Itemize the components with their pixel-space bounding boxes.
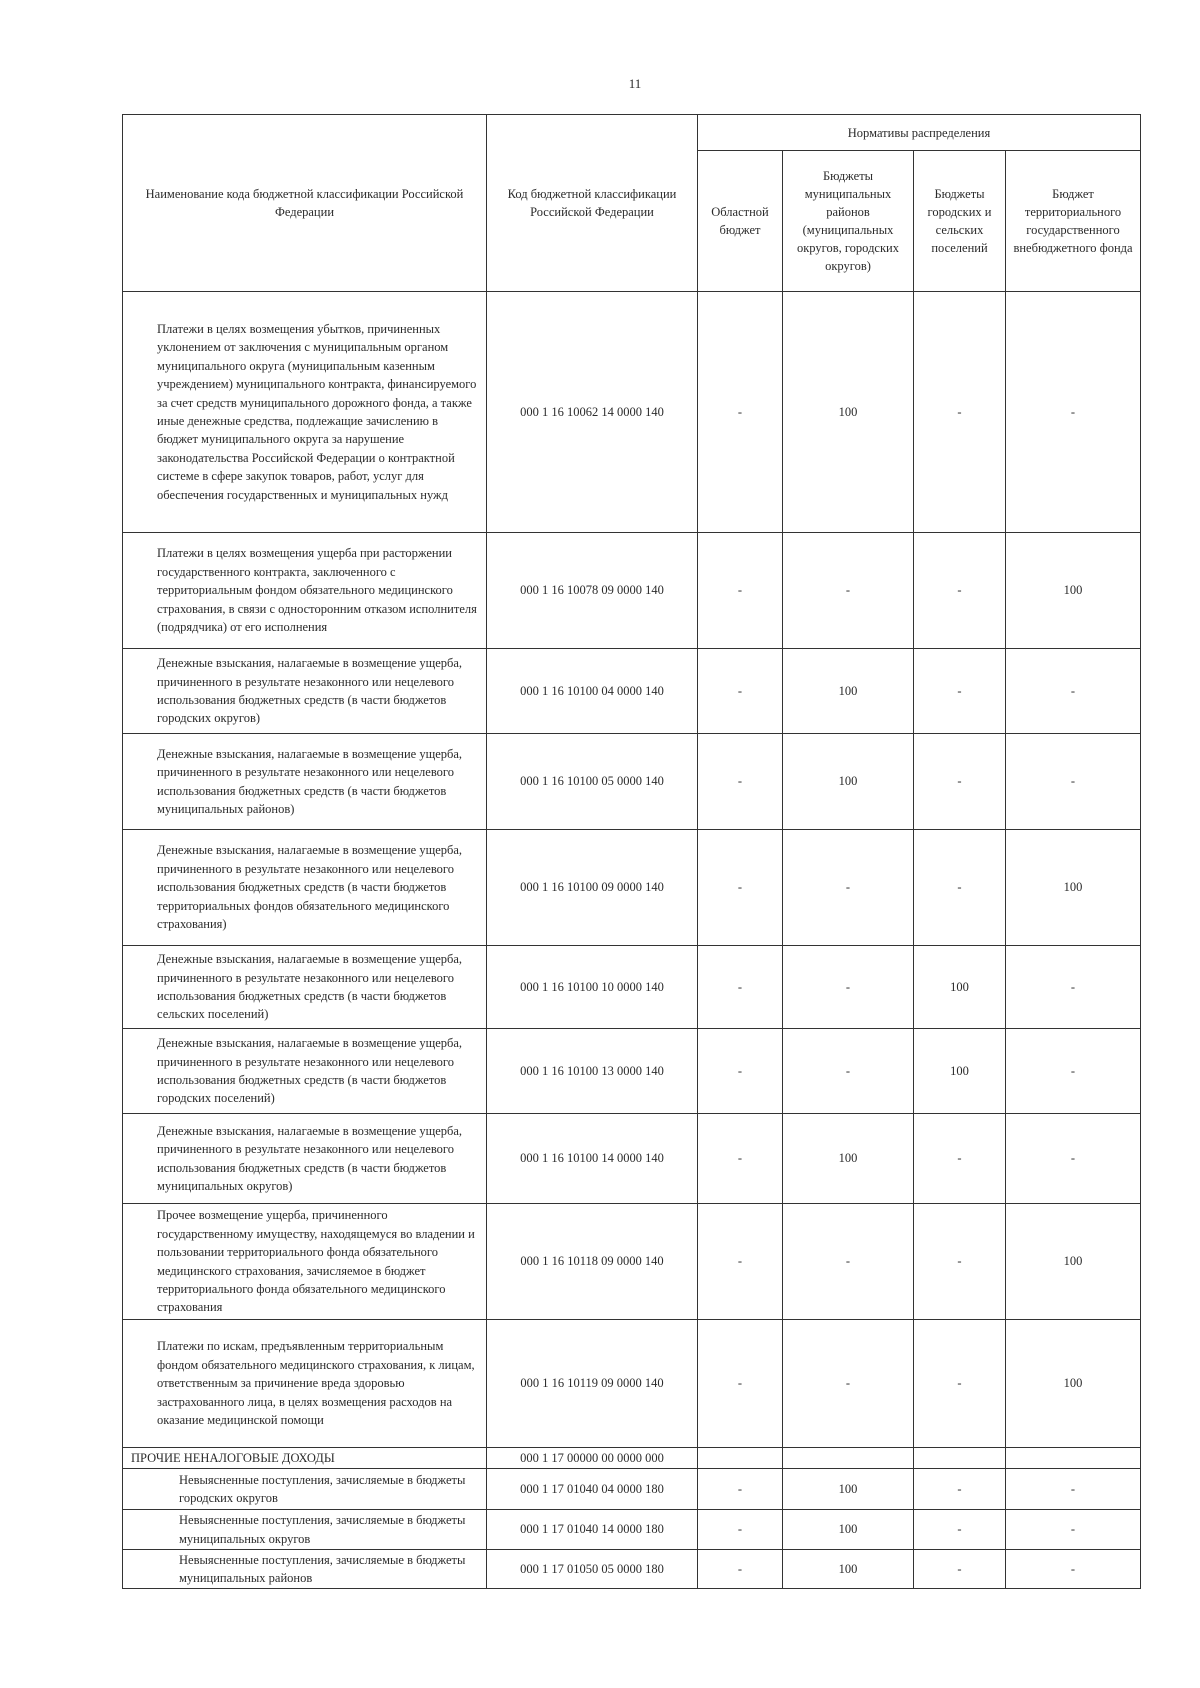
row-settlements-value: - — [914, 1510, 1006, 1550]
row-code: 000 1 17 01050 05 0000 180 — [487, 1550, 698, 1589]
row-regional-value: - — [698, 1114, 783, 1204]
row-name: Денежные взыскания, налагаемые в возмещение ущерба, причиненного в результате незаконного или нецелевого использования бюджетных средств (в части бюджетов муниципальных районов) — [123, 734, 487, 830]
row-settlements-value: - — [914, 649, 1006, 734]
row-code: 000 1 17 01040 04 0000 180 — [487, 1469, 698, 1510]
row-code: 000 1 16 10100 10 0000 140 — [487, 946, 698, 1029]
header-code-col: Код бюджетной классификации Российской Федерации — [487, 115, 698, 292]
table-row — [123, 1029, 1141, 1114]
row-regional-value: - — [698, 1550, 783, 1589]
row-fund-value — [1006, 1448, 1141, 1469]
table-row — [123, 533, 1141, 649]
row-fund-value: 100 — [1006, 1204, 1141, 1320]
row-name: Денежные взыскания, налагаемые в возмещение ущерба, причиненного в результате незаконного или нецелевого использования бюджетных средств (в части бюджетов сельских поселений) — [123, 946, 487, 1029]
row-fund-value: - — [1006, 292, 1141, 533]
row-settlements-value: - — [914, 830, 1006, 946]
row-fund-value: 100 — [1006, 533, 1141, 649]
table-row — [123, 292, 1141, 533]
row-name: Денежные взыскания, налагаемые в возмещение ущерба, причиненного в результате незаконного или нецелевого использования бюджетных средств (в части бюджетов городских округов) — [123, 649, 487, 734]
row-name: Платежи в целях возмещения ущерба при расторжении государственного контракта, заключенного с территориальным фондом обязательного медицинского страхования, в связи с односторонним отказом исполнителя (подрядчика) от его исполнения — [123, 533, 487, 649]
row-regional-value: - — [698, 734, 783, 830]
table-row — [123, 1469, 1141, 1510]
row-municipal-value: - — [783, 1320, 914, 1448]
row-municipal-value: - — [783, 1204, 914, 1320]
table-row — [123, 830, 1141, 946]
row-fund-value: 100 — [1006, 830, 1141, 946]
table-row — [123, 1114, 1141, 1204]
page-number: 11 — [628, 76, 642, 91]
row-municipal-value: - — [783, 1029, 914, 1114]
row-municipal-value: - — [783, 830, 914, 946]
row-settlements-value: - — [914, 292, 1006, 533]
section-name: ПРОЧИЕ НЕНАЛОГОВЫЕ ДОХОДЫ — [123, 1448, 487, 1469]
row-code: 000 1 16 10100 04 0000 140 — [487, 649, 698, 734]
row-code: 000 1 16 10100 13 0000 140 — [487, 1029, 698, 1114]
budget-distribution-table — [122, 114, 1141, 1589]
header-norms-group: Нормативы распределения — [698, 115, 1141, 151]
row-fund-value: - — [1006, 649, 1141, 734]
row-fund-value: - — [1006, 734, 1141, 830]
table-row — [123, 1510, 1141, 1550]
row-settlements-value: - — [914, 1469, 1006, 1510]
row-code: 000 1 16 10062 14 0000 140 — [487, 292, 698, 533]
row-municipal-value: 100 — [783, 1510, 914, 1550]
row-municipal-value: 100 — [783, 1469, 914, 1510]
row-name: Платежи в целях возмещения убытков, причиненных уклонением от заключения с муниципальным органом муниципального округа (муниципальным казенным учреждением) муниципального контракта, финансируемого за счет средств муниципального дорожного фонда, а также иные денежные средства, подлежащие зачислению в бюджет муниципального округа за нарушение законодательства Российской Федерации о контрактной системе в сфере закупок товаров, работ, услуг для обеспечения государственных и муниципальных нужд — [123, 292, 487, 533]
table-row — [123, 734, 1141, 830]
row-municipal-value: - — [783, 533, 914, 649]
row-name: Невыясненные поступления, зачисляемые в бюджеты муниципальных округов — [123, 1510, 487, 1550]
table-row — [123, 946, 1141, 1029]
section-code: 000 1 17 00000 00 0000 000 — [487, 1448, 698, 1469]
table-row — [123, 649, 1141, 734]
header-regional-budget: Областной бюджет — [698, 151, 783, 292]
row-settlements-value: - — [914, 1204, 1006, 1320]
row-municipal-value: 100 — [783, 292, 914, 533]
row-name: Платежи по искам, предъявленным территориальным фондом обязательного медицинского страхования, к лицам, ответственным за причинение вреда здоровью застрахованного лица, в целях возмещения расходов на оказание медицинской помощи — [123, 1320, 487, 1448]
row-fund-value: 100 — [1006, 1320, 1141, 1448]
row-code: 000 1 16 10078 09 0000 140 — [487, 533, 698, 649]
row-settlements-value: - — [914, 533, 1006, 649]
row-settlements-value: - — [914, 1550, 1006, 1589]
header-settlements-budget: Бюджеты городских и сельских поселений — [914, 151, 1006, 292]
row-settlements-value: - — [914, 1320, 1006, 1448]
row-municipal-value: 100 — [783, 649, 914, 734]
table-row — [123, 1550, 1141, 1589]
row-settlements-value: - — [914, 1114, 1006, 1204]
row-code: 000 1 16 10100 09 0000 140 — [487, 830, 698, 946]
row-code: 000 1 16 10119 09 0000 140 — [487, 1320, 698, 1448]
row-name: Денежные взыскания, налагаемые в возмещение ущерба, причиненного в результате незаконного или нецелевого использования бюджетных средств (в части бюджетов территориальных фондов обязательного медицинского страхования) — [123, 830, 487, 946]
row-fund-value: - — [1006, 1469, 1141, 1510]
row-municipal-value: 100 — [783, 1114, 914, 1204]
row-regional-value: - — [698, 292, 783, 533]
row-code: 000 1 16 10118 09 0000 140 — [487, 1204, 698, 1320]
row-settlements-value: - — [914, 734, 1006, 830]
table-row — [123, 1204, 1141, 1320]
row-regional-value: - — [698, 1029, 783, 1114]
row-fund-value: - — [1006, 946, 1141, 1029]
row-regional-value: - — [698, 533, 783, 649]
row-name: Денежные взыскания, налагаемые в возмещение ущерба, причиненного в результате незаконного или нецелевого использования бюджетных средств (в части бюджетов городских поселений) — [123, 1029, 487, 1114]
row-regional-value: - — [698, 1469, 783, 1510]
row-fund-value: - — [1006, 1510, 1141, 1550]
row-regional-value — [698, 1448, 783, 1469]
row-municipal-value: - — [783, 946, 914, 1029]
row-fund-value: - — [1006, 1550, 1141, 1589]
row-settlements-value: 100 — [914, 946, 1006, 1029]
table-row — [123, 1320, 1141, 1448]
row-code: 000 1 16 10100 05 0000 140 — [487, 734, 698, 830]
row-fund-value: - — [1006, 1114, 1141, 1204]
row-regional-value: - — [698, 946, 783, 1029]
row-settlements-value — [914, 1448, 1006, 1469]
row-name: Прочее возмещение ущерба, причиненного государственному имуществу, находящемуся во владении и пользовании территориального фонда обязательного медицинского страхования, зачисляемое в бюджет территориального фонда обязательного медицинского страхования — [123, 1204, 487, 1320]
row-regional-value: - — [698, 649, 783, 734]
row-code: 000 1 17 01040 14 0000 180 — [487, 1510, 698, 1550]
row-name: Невыясненные поступления, зачисляемые в бюджеты муниципальных районов — [123, 1550, 487, 1589]
row-name: Денежные взыскания, налагаемые в возмещение ущерба, причиненного в результате незаконного или нецелевого использования бюджетных средств (в части бюджетов муниципальных округов) — [123, 1114, 487, 1204]
row-regional-value: - — [698, 1204, 783, 1320]
header-territorial-fund-budget: Бюджет территориального государственного внебюджетного фонда — [1006, 151, 1141, 292]
row-name: Невыясненные поступления, зачисляемые в бюджеты городских округов — [123, 1469, 487, 1510]
row-regional-value: - — [698, 1320, 783, 1448]
row-regional-value: - — [698, 830, 783, 946]
row-municipal-value: 100 — [783, 1550, 914, 1589]
section-row — [123, 1448, 1141, 1469]
row-municipal-value — [783, 1448, 914, 1469]
row-regional-value: - — [698, 1510, 783, 1550]
header-municipal-districts-budget: Бюджеты муниципальных районов (муниципальных округов, городских округов) — [783, 151, 914, 292]
row-settlements-value: 100 — [914, 1029, 1006, 1114]
row-municipal-value: 100 — [783, 734, 914, 830]
row-fund-value: - — [1006, 1029, 1141, 1114]
header-name-col: Наименование кода бюджетной классификации Российской Федерации — [123, 115, 487, 292]
row-code: 000 1 16 10100 14 0000 140 — [487, 1114, 698, 1204]
